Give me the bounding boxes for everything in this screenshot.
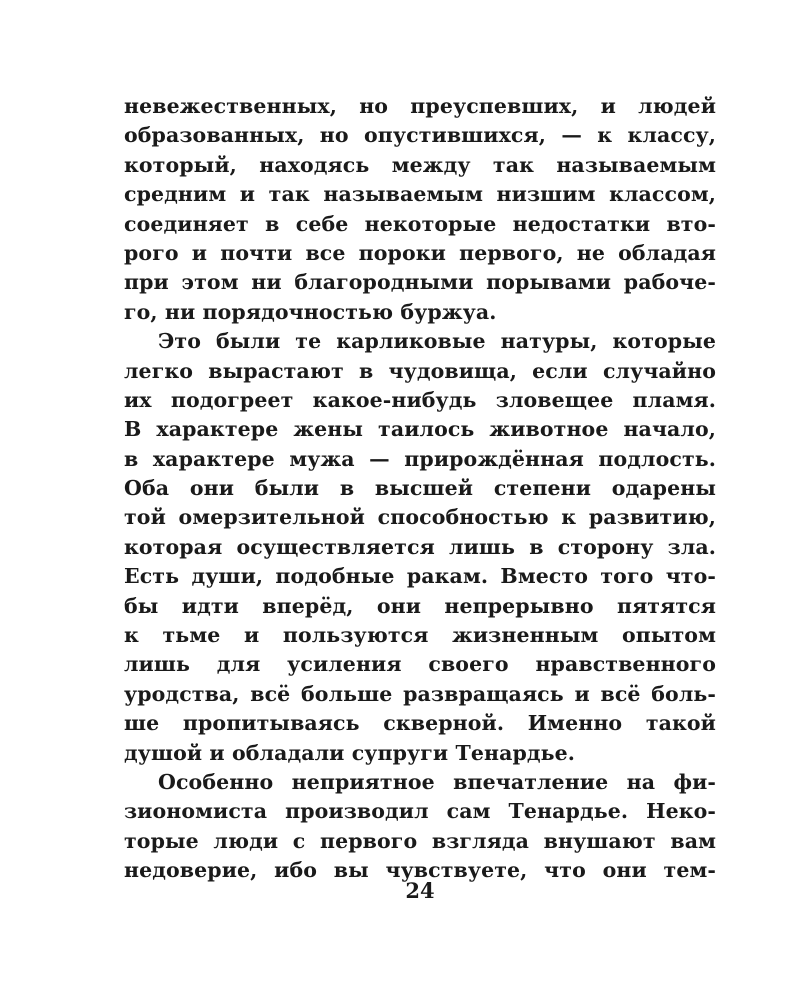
text-line: торые люди с первого взгляда внушают вам [124,828,716,853]
text-line: образованных, но опустившихся, — к классу, [124,123,716,148]
text-line: В характере жены таилось животное начало, [124,417,716,442]
text-line: их подогреет какое-нибудь зловещее пламя. [124,387,716,412]
text-line: недоверие, ибо вы чувствуете, что они тем- [124,858,716,883]
paragraph-start-line: Особенно неприятное впечатление на фи- [158,769,716,794]
text-line: го, ни порядочностью буржуа. [124,299,497,324]
body-text [124,92,716,886]
text-line: зиономиста производил сам Тенардье. Неко- [124,799,716,824]
text-line: в характере мужа — прирождённая подлость. [124,446,716,471]
text-line: рого и почти все пороки первого, не обладая [124,240,716,265]
text-line: ше пропитываясь скверной. Именно такой [124,711,716,736]
text-line: душой и обладали супруги Тенардье. [124,740,576,765]
text-line: средним и так называемым низшим классом, [124,182,716,207]
page-number: 24 [405,878,435,903]
text-line: к тьме и пользуются жизненным опытом [124,623,716,648]
text-line: невежественных, но преуспевших, и людей [124,94,716,118]
paragraph-start-line: Это были те карликовые натуры, которые [158,329,716,354]
text-line: Оба они были в высшей степени одарены [124,476,716,501]
text-line: бы идти вперёд, они непрерывно пятятся [124,593,716,618]
text-line: который, находясь между так называемым [124,152,716,177]
text-line: лишь для усиления своего нравственного [124,652,716,677]
text-line: Есть души, подобные ракам. Вместо того что- [124,564,716,589]
text-line: той омерзительной способностью к развитию, [124,505,716,530]
text-line: соединяет в себе некоторые недостатки вто- [124,211,716,236]
text-line: которая осуществляется лишь в сторону зла. [124,534,716,559]
text-line: легко вырастают в чудовища, если случайно [124,358,716,383]
text-line: уродства, всё больше развращаясь и всё боль- [124,681,716,706]
text-line: при этом ни благородными порывами рабоче- [124,270,716,295]
